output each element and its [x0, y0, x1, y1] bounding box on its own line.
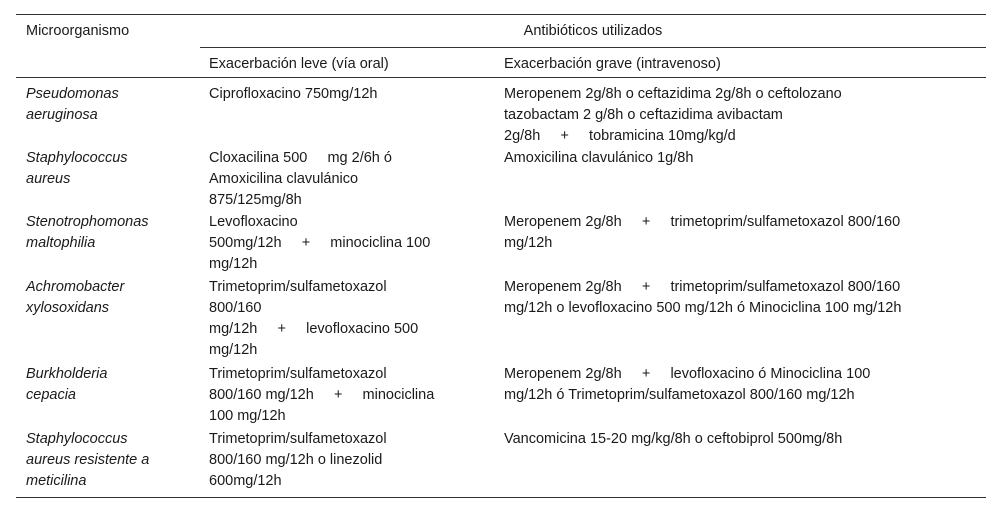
cell-line: aeruginosa: [26, 107, 98, 123]
table-top-rule: [16, 14, 986, 15]
cell-line: tazobactam 2 g/8h o ceftazidima avibactam: [504, 107, 783, 123]
cell-line: Pseudomonas: [26, 86, 119, 102]
cell-line: Amoxicilina clavulánico: [209, 171, 359, 187]
cell-line: 600mg/12h: [209, 473, 282, 489]
cell-line: mg/12h ó Trimetoprim/sulfametoxazol 800/160 mg/12h: [504, 387, 855, 403]
header-grave: Exacerbación grave (intravenoso): [504, 56, 721, 72]
header-bottom-rule: [16, 77, 986, 78]
cell-line: mg/12h: [209, 256, 258, 272]
header-group-rule: [200, 47, 986, 48]
cell-line: 800/160: [209, 300, 262, 316]
cell-line: Trimetoprim/sulfametoxazol: [209, 366, 387, 382]
cell-leve: [209, 429, 387, 492]
cell-line: maltophilia: [26, 235, 96, 251]
cell-line: 500mg/12h + minociclina 100: [209, 235, 431, 251]
cell-grave: [504, 84, 842, 147]
cell-line: Meropenem 2g/8h + levofloxacino ó Minociclina 100: [504, 366, 871, 382]
cell-microorganism: [26, 148, 128, 190]
cell-line: Vancomicina 15-20 mg/kg/8h o ceftobiprol 500mg/8h: [504, 431, 843, 447]
cell-grave: [504, 364, 870, 406]
cell-microorganism: [26, 364, 107, 406]
cell-leve: [209, 364, 434, 427]
cell-line: Levofloxacino: [209, 214, 298, 230]
cell-line: xylosoxidans: [26, 300, 110, 316]
cell-line: Meropenem 2g/8h o ceftazidima 2g/8h o ceftolozano: [504, 86, 842, 102]
cell-line: Burkholderia: [26, 366, 108, 382]
cell-leve: [209, 84, 377, 105]
cell-line: Stenotrophomonas: [26, 214, 149, 230]
header-antibiotics-group: Antibióticos utilizados: [523, 23, 663, 39]
cell-line: Trimetoprim/sulfametoxazol: [209, 431, 387, 447]
cell-line: aureus resistente a: [26, 452, 150, 468]
cell-line: Trimetoprim/sulfametoxazol: [209, 279, 387, 295]
cell-line: Meropenem 2g/8h + trimetoprim/sulfametoxazol 800/160: [504, 279, 901, 295]
cell-grave: [504, 148, 693, 169]
cell-microorganism: [26, 429, 149, 492]
cell-line: Staphylococcus: [26, 150, 128, 166]
cell-leve: [209, 277, 418, 361]
header-leve: Exacerbación leve (vía oral): [209, 56, 389, 72]
cell-line: Achromobacter: [26, 279, 125, 295]
cell-line: 2g/8h + tobramicina 10mg/kg/d: [504, 128, 736, 144]
cell-line: Staphylococcus: [26, 431, 128, 447]
cell-microorganism: [26, 84, 119, 126]
cell-leve: [209, 148, 392, 211]
cell-microorganism: [26, 212, 149, 254]
cell-line: 800/160 mg/12h + minociclina: [209, 387, 435, 403]
cell-line: Amoxicilina clavulánico 1g/8h: [504, 150, 694, 166]
cell-line: mg/12h: [209, 342, 258, 358]
cell-line: 100 mg/12h: [209, 408, 286, 424]
cell-grave: [504, 212, 900, 254]
cell-line: mg/12h: [504, 235, 553, 251]
cell-line: cepacia: [26, 387, 76, 403]
cell-microorganism: [26, 277, 124, 319]
cell-line: Ciprofloxacino 750mg/12h: [209, 86, 378, 102]
cell-line: meticilina: [26, 473, 87, 489]
cell-line: Cloxacilina 500 mg 2/6h ó: [209, 150, 392, 166]
cell-line: mg/12h + levofloxacino 500: [209, 321, 419, 337]
cell-line: 800/160 mg/12h o linezolid: [209, 452, 383, 468]
cell-line: mg/12h o levofloxacino 500 mg/12h ó Minociclina 100 mg/12h: [504, 300, 902, 316]
cell-line: aureus: [26, 171, 71, 187]
header-microorganism: Microorganismo: [26, 23, 130, 39]
cell-line: 875/125mg/8h: [209, 192, 302, 208]
cell-grave: [504, 429, 842, 450]
cell-leve: [209, 212, 430, 275]
table-bottom-rule: [16, 497, 986, 498]
cell-line: Meropenem 2g/8h + trimetoprim/sulfametoxazol 800/160: [504, 214, 901, 230]
cell-grave: [504, 277, 901, 319]
